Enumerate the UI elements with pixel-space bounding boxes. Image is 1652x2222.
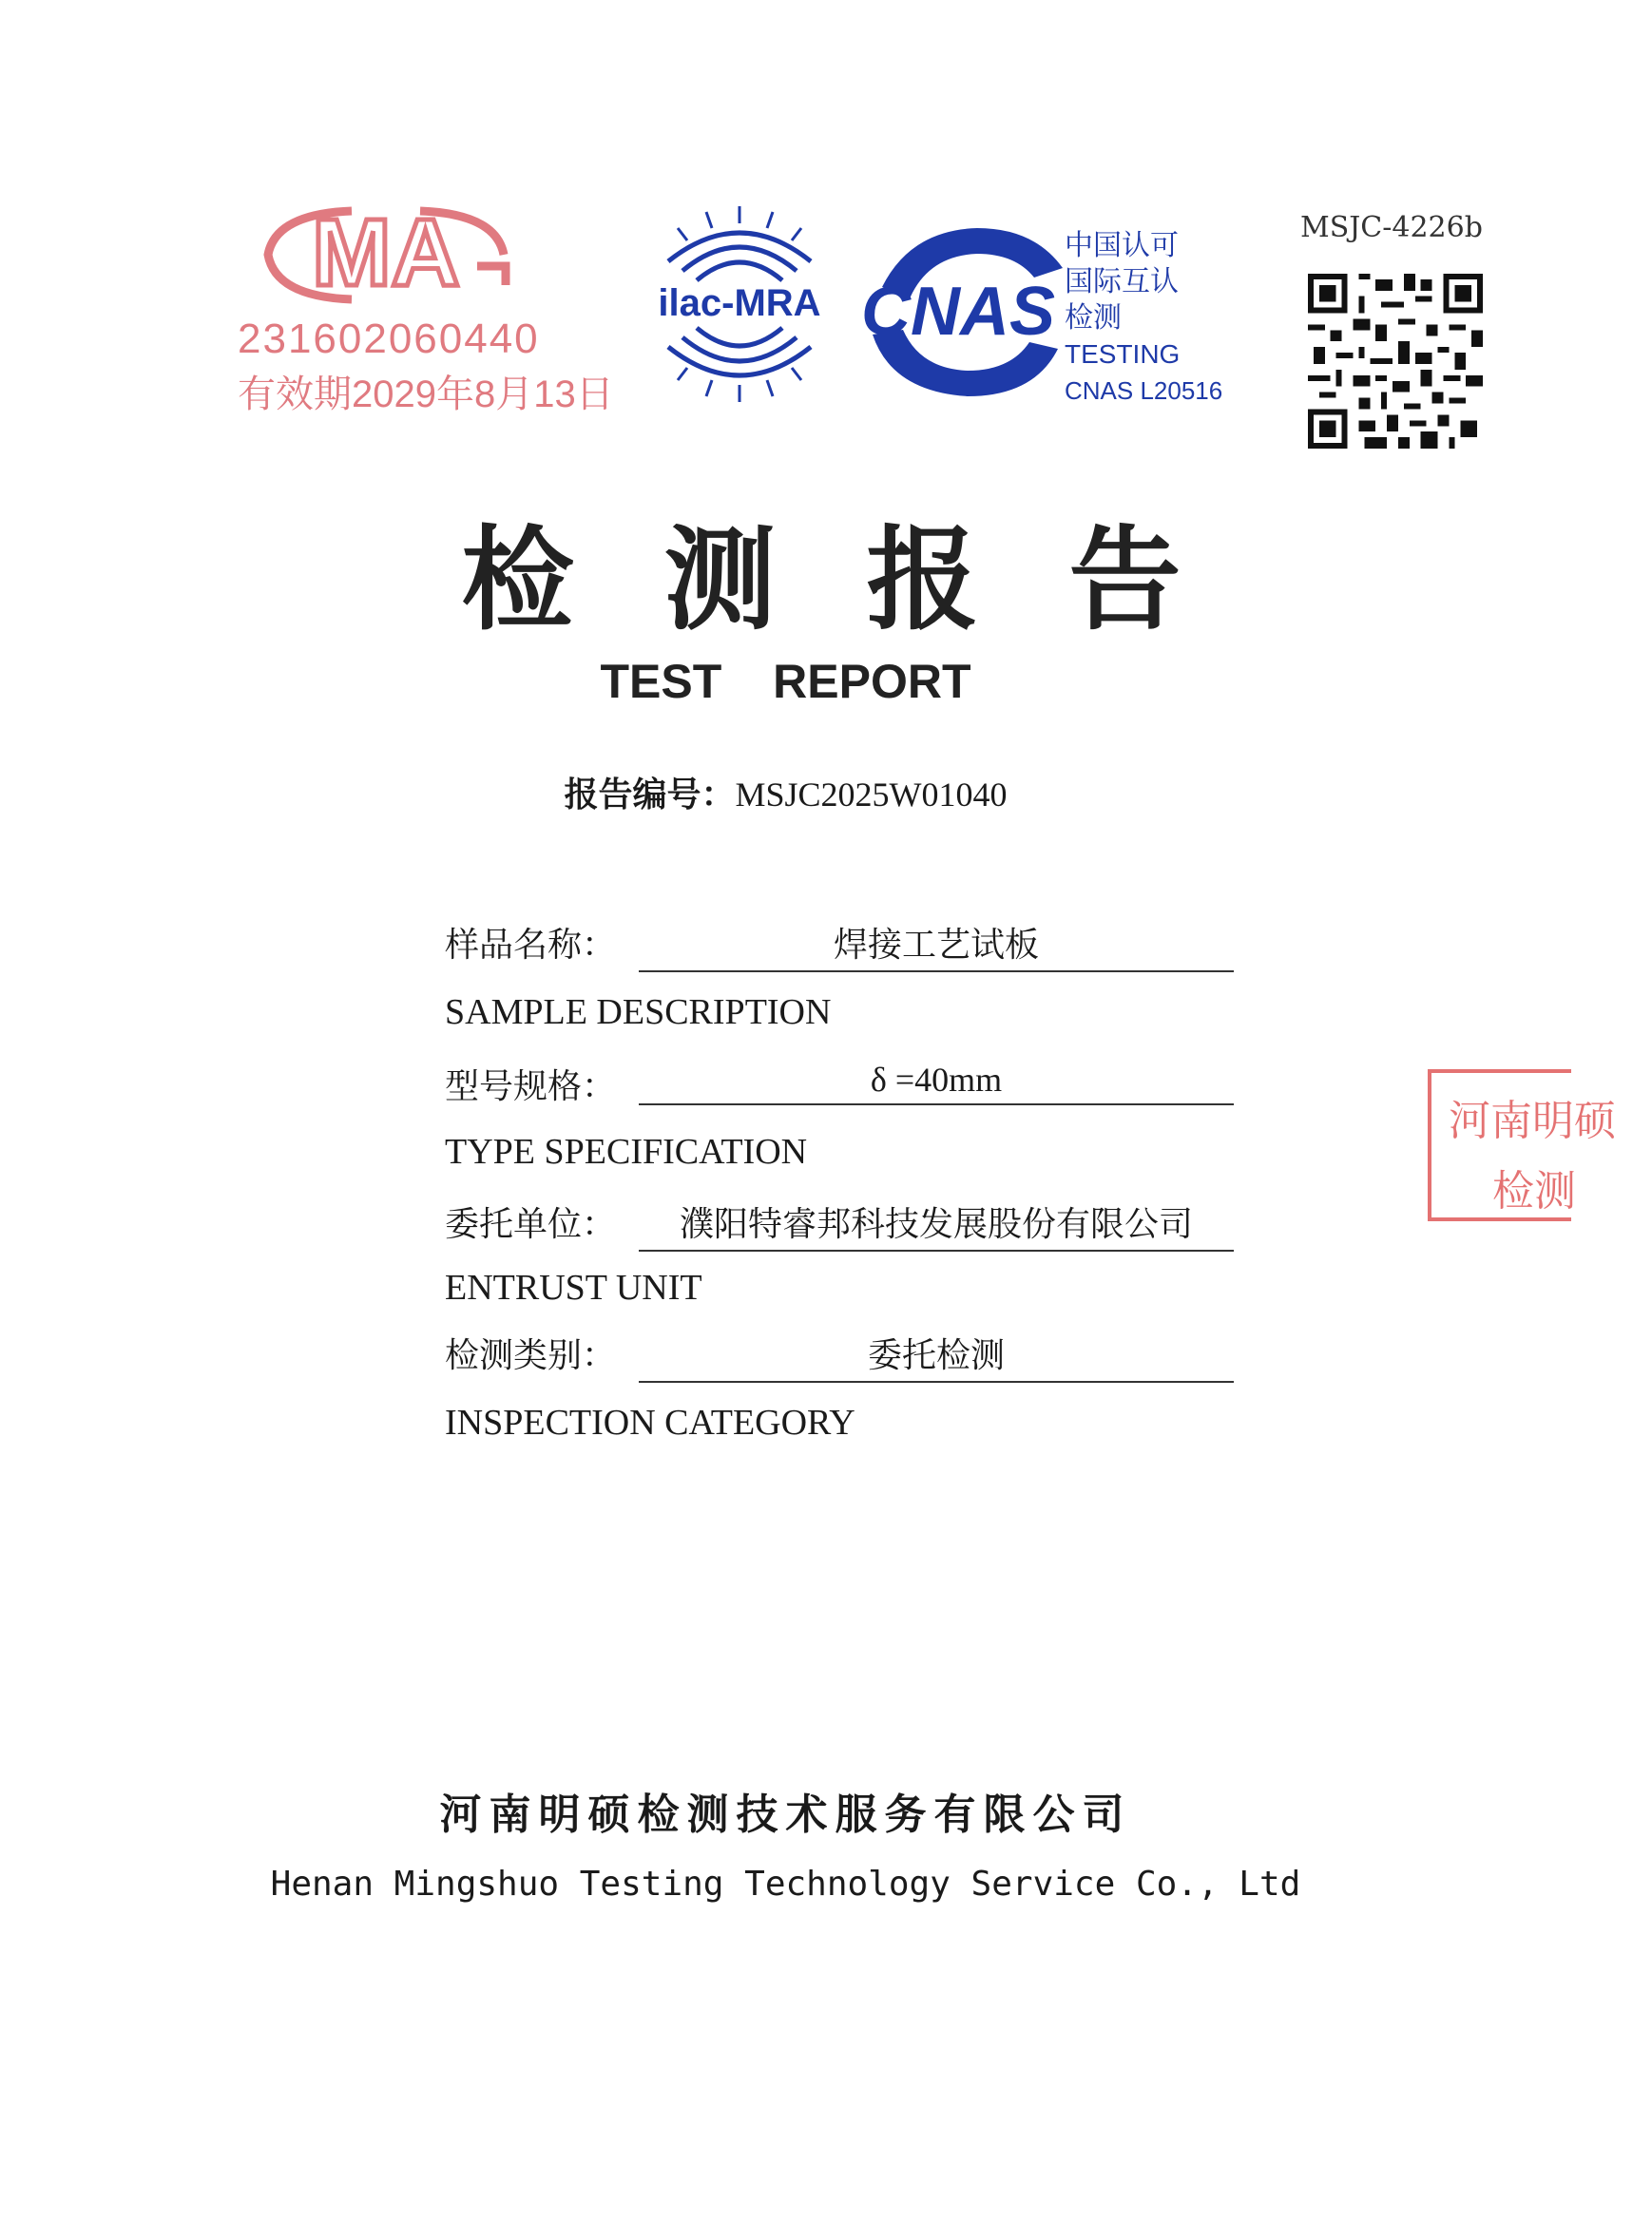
cnas-line-3: 检测	[1065, 301, 1122, 335]
model-spec-value: δ =40mm	[639, 1060, 1234, 1105]
inspection-category-value: 委托检测	[639, 1329, 1234, 1383]
cnas-line-1: 中国认可	[1065, 229, 1179, 262]
report-title-en: TEST REPORT	[600, 655, 971, 708]
ilac-mra-logo	[640, 204, 839, 404]
cma-validity: 有效期2029年8月13日	[238, 374, 614, 415]
model-spec-label: 型号规格：	[445, 1067, 617, 1106]
company-name-cn: 河南明硕检测技术服务有限公司	[439, 1791, 1132, 1839]
sample-name-label: 样品名称：	[445, 926, 617, 965]
entrust-unit-value: 濮阳特睿邦科技发展股份有限公司	[639, 1197, 1234, 1252]
cnas-line-2: 国际互认	[1065, 265, 1179, 298]
ilac-logo-text: ilac-MRA	[658, 282, 821, 324]
report-number	[0, 768, 1571, 816]
cnas-line-5: CNAS L20516	[1065, 376, 1223, 405]
report-number-value: MSJC2025W01040	[735, 776, 1008, 814]
report-number-label: 报告编号：	[564, 776, 736, 814]
entrust-unit-label: ENTRUST UNIT	[445, 1268, 702, 1308]
form-code: MSJC-4226b	[1300, 211, 1483, 244]
cma-logo-text: MA	[312, 200, 460, 306]
report-title-cn: 检测报告	[461, 513, 1272, 645]
cnas-logo	[844, 220, 1072, 401]
type-specification-label: TYPE SPECIFICATION	[445, 1132, 808, 1172]
seal-line-2: 检测	[1492, 1167, 1576, 1216]
seal-line-1: 河南明硕	[1449, 1097, 1616, 1145]
qr-code-icon	[1302, 268, 1489, 454]
inspection-category-label: INSPECTION CATEGORY	[445, 1403, 855, 1443]
cnas-logo-text: CNAS	[860, 274, 1056, 350]
inspection-category-label-cn: 检测类别：	[445, 1336, 617, 1375]
company-seal	[1428, 1069, 1616, 1221]
entrust-unit-label-cn: 委托单位：	[445, 1205, 617, 1244]
sample-name-value: 焊接工艺试板	[639, 918, 1234, 972]
company-name-en: Henan Mingshuo Testing Technology Service Co., Ltd	[270, 1865, 1301, 1904]
cma-logo	[257, 190, 515, 318]
cnas-accreditation-text	[1065, 228, 1223, 409]
cma-cert-number: 231602060440	[238, 316, 540, 362]
cnas-line-4: TESTING	[1065, 339, 1181, 369]
sample-description-label: SAMPLE DESCRIPTION	[445, 992, 832, 1032]
